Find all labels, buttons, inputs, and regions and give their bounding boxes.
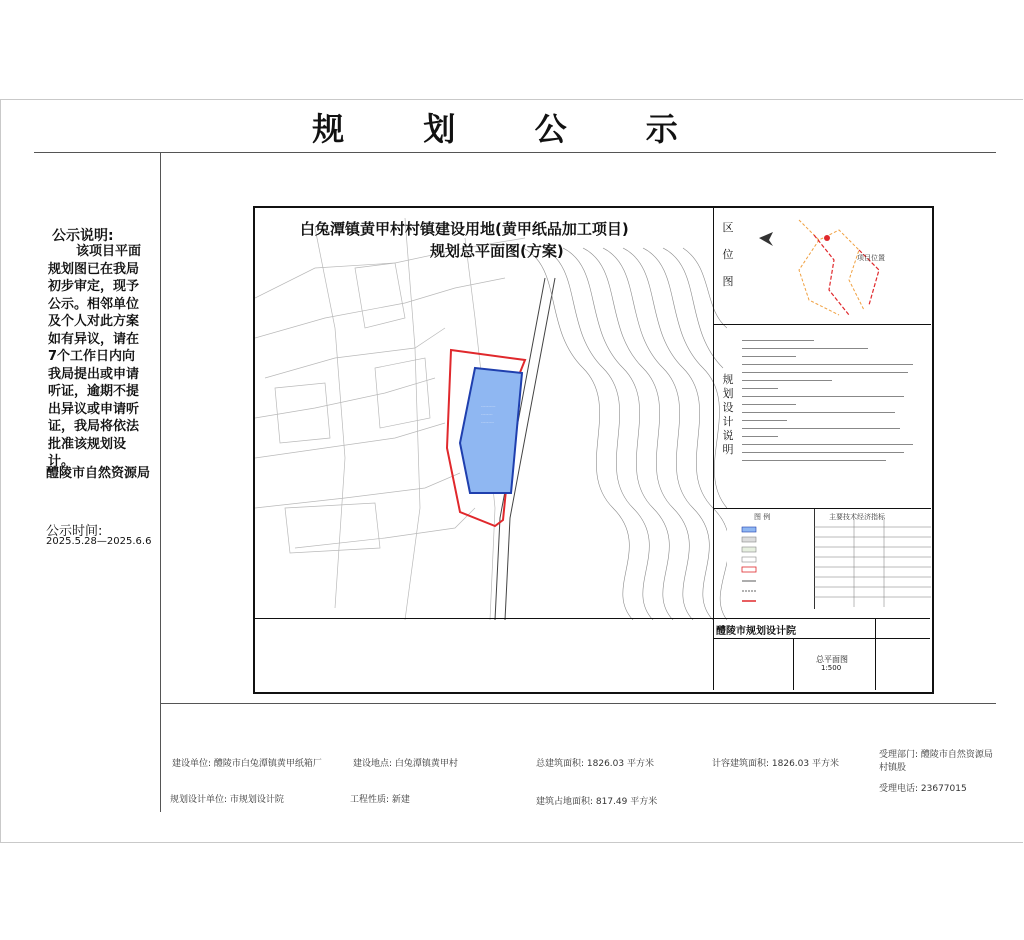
- notice-heading: 公示说明:: [52, 228, 114, 244]
- plan-title-line1: 白兔潭镇黄甲村村镇建设用地(黄甲纸品加工项目): [300, 220, 629, 238]
- legend-panel: [713, 509, 931, 618]
- svg-text:--------: --------: [481, 412, 493, 417]
- notice-org: 醴陵市自然资源局: [46, 466, 151, 481]
- notice-body: 该项目平面规划图已在我局初步审定，现予公示。相邻单位及个人对此方案如有异议，请在7个工作日内向我局提出或申请听证，逾期不提出异议或申请听证，我局将依法批准该规划设计。: [48, 244, 142, 469]
- total-area-info: 总建筑面积: 1826.03 平方米: [536, 759, 654, 769]
- indicators-label: 主要技术经济指标: [829, 513, 885, 521]
- legend-label: 图 例: [754, 513, 771, 521]
- location-label: 区 位 图: [722, 221, 734, 288]
- phone-info: 受理电话: 23677015: [879, 784, 967, 794]
- column-divider: [160, 152, 161, 812]
- indicator-table: [814, 519, 931, 609]
- location-info: 建设地点: 白兔潭镇黄甲村: [353, 759, 458, 769]
- design-notes-label: 规 划 设 计 说 明: [722, 373, 734, 456]
- design-notes-text: [742, 333, 922, 468]
- project-type-info: 工程性质: 新建: [350, 795, 410, 805]
- legend-swatches: [714, 519, 814, 619]
- notice-time-value: 2025.5.28—2025.6.6: [46, 536, 152, 547]
- capacity-area-info: 计容建筑面积: 1826.03 平方米: [712, 759, 839, 769]
- design-notes-panel: [713, 325, 931, 509]
- svg-text:---------: ---------: [481, 420, 494, 425]
- plan-title-line2: 规划总平面图(方案): [430, 242, 564, 260]
- drawing-name: 总平面图: [816, 655, 848, 664]
- drawing-scale: 1:500: [821, 664, 842, 672]
- footprint-info: 建筑占地面积: 817.49 平方米: [536, 797, 658, 807]
- info-divider: [160, 703, 996, 704]
- title-block-top: [253, 618, 930, 619]
- svg-text:----------: ----------: [481, 404, 496, 409]
- accept-dept-info: 受理部门: 醴陵市自然资源局村镇股: [879, 750, 993, 773]
- page-title: 规 划 公 示: [312, 110, 712, 148]
- title-divider: [34, 152, 996, 153]
- location-tag: 项目位置: [857, 254, 885, 262]
- notice-time-label: 公示时间:: [46, 524, 103, 539]
- designer-org: 醴陵市规划设计院: [716, 626, 796, 637]
- builder-info: 建设单位: 醴陵市白兔潭镇黄甲纸箱厂: [172, 759, 322, 769]
- design-unit-info: 规划设计单位: 市规划设计院: [170, 795, 284, 805]
- location-panel: [713, 206, 931, 325]
- contour-lines: [503, 208, 727, 620]
- location-map: [739, 210, 929, 320]
